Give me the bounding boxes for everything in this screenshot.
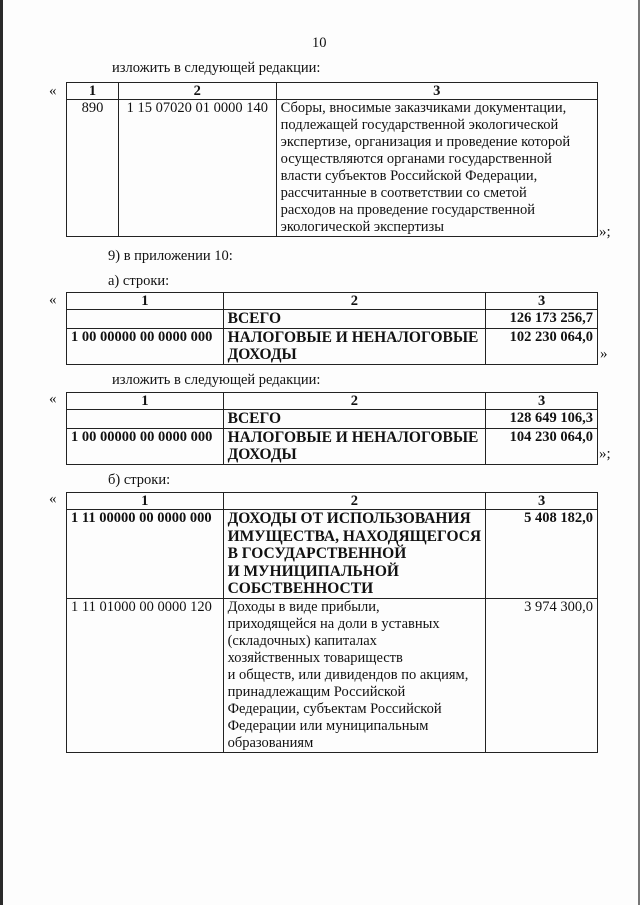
admin-code-cell: 890 bbox=[67, 100, 119, 237]
table-row bbox=[67, 510, 598, 599]
name-cell bbox=[223, 410, 486, 429]
name-line: ДОХОДЫ bbox=[227, 346, 297, 363]
item-b: б) строки: bbox=[108, 472, 171, 488]
table-3 bbox=[66, 392, 598, 465]
name-line: рассчитанные в соответствии со сметой bbox=[280, 185, 527, 201]
intro-text-1: изложить в следующей редакции: bbox=[112, 60, 321, 76]
name-cell bbox=[223, 310, 486, 329]
header-col-3: 3 bbox=[276, 83, 597, 100]
code-cell: 1 00 00000 00 0000 000 bbox=[67, 328, 224, 364]
header-col-2: 2 bbox=[118, 83, 276, 100]
code-cell bbox=[67, 410, 224, 429]
item-9: 9) в приложении 10: bbox=[108, 248, 233, 264]
name-line: приходящейся на доли в уставных bbox=[227, 615, 440, 632]
amount-cell: 126 173 256,7 bbox=[486, 310, 598, 329]
header-col-3: 3 bbox=[486, 393, 598, 410]
name-line: осуществляются органами государственной bbox=[280, 151, 552, 167]
table-4 bbox=[66, 492, 598, 753]
kbk-code-cell: 1 15 07020 01 0000 140 bbox=[118, 100, 276, 237]
amount-cell: 5 408 182,0 bbox=[486, 510, 598, 599]
name-line: И МУНИЦИПАЛЬНОЙ bbox=[227, 562, 399, 580]
item-a: а) строки: bbox=[108, 273, 170, 289]
header-col-1: 1 bbox=[67, 293, 224, 310]
name-line: ИМУЩЕСТВА, НАХОДЯЩЕГОСЯ bbox=[227, 527, 482, 545]
header-col-1: 1 bbox=[67, 393, 224, 410]
amount-cell: 128 649 106,3 bbox=[486, 410, 598, 429]
header-col-2: 2 bbox=[223, 293, 486, 310]
table-header-row bbox=[67, 493, 598, 510]
name-line: образованиям bbox=[227, 734, 314, 751]
open-quote-4: « bbox=[49, 491, 57, 507]
name-line: НАЛОГОВЫЕ И НЕНАЛОГОВЫЕ bbox=[227, 328, 479, 346]
name-line: СОБСТВЕННОСТИ bbox=[227, 580, 374, 597]
amount-cell: 3 974 300,0 bbox=[486, 598, 598, 752]
name-line: Сборы, вносимые заказчиками документации, bbox=[280, 100, 567, 116]
table-header-row bbox=[67, 293, 598, 310]
name-line: ВСЕГО bbox=[227, 410, 282, 427]
intro-text-2: изложить в следующей редакции: bbox=[112, 372, 321, 388]
table-row bbox=[67, 100, 598, 237]
name-line: ДОХОДЫ bbox=[227, 446, 297, 463]
close-quote-2: » bbox=[600, 346, 608, 362]
name-line: В ГОСУДАРСТВЕННОЙ bbox=[227, 545, 407, 562]
open-quote-1: « bbox=[49, 83, 57, 99]
name-cell bbox=[223, 598, 486, 752]
table-header-row bbox=[67, 393, 598, 410]
table-header-row bbox=[67, 83, 598, 100]
name-line: и обществ, или дивидендов по акциям, bbox=[227, 666, 469, 683]
header-col-2: 2 bbox=[223, 493, 486, 510]
code-cell: 1 11 00000 00 0000 000 bbox=[67, 510, 224, 599]
name-line: Федерации или муниципальным bbox=[227, 717, 429, 734]
name-line: хозяйственных товариществ bbox=[227, 649, 403, 666]
amount-cell: 102 230 064,0 bbox=[486, 328, 598, 364]
table-row bbox=[67, 410, 598, 429]
open-quote-3: « bbox=[49, 391, 57, 407]
name-line: расходов на проведение государственной bbox=[280, 202, 535, 218]
close-quote-3: »; bbox=[599, 446, 611, 462]
name-line: власти субъектов Российской Федерации, bbox=[280, 168, 538, 184]
name-line: Федерации, субъектам Российской bbox=[227, 700, 442, 717]
table-row bbox=[67, 428, 598, 464]
name-line: НАЛОГОВЫЕ И НЕНАЛОГОВЫЕ bbox=[227, 428, 479, 446]
name-cell bbox=[276, 100, 597, 237]
table-row bbox=[67, 328, 598, 364]
header-col-1: 1 bbox=[67, 493, 224, 510]
table-row bbox=[67, 310, 598, 329]
code-cell: 1 11 01000 00 0000 120 bbox=[67, 598, 224, 752]
amount-cell: 104 230 064,0 bbox=[486, 428, 598, 464]
name-line: подлежащей государственной экологической bbox=[280, 117, 559, 133]
name-line: ВСЕГО bbox=[227, 310, 282, 327]
name-line: (складочных) капиталах bbox=[227, 632, 377, 649]
page-number: 10 bbox=[312, 35, 327, 51]
open-quote-2: « bbox=[49, 292, 57, 308]
code-cell bbox=[67, 310, 224, 329]
name-line: Доходы в виде прибыли, bbox=[227, 598, 380, 615]
header-col-3: 3 bbox=[486, 293, 598, 310]
table-2 bbox=[66, 292, 598, 365]
page-left-edge bbox=[0, 0, 3, 905]
name-line: экспертизе, организация и проведение которой bbox=[280, 134, 571, 150]
header-col-3: 3 bbox=[486, 493, 598, 510]
header-col-2: 2 bbox=[223, 393, 486, 410]
name-line: принадлежащим Российской bbox=[227, 683, 406, 700]
name-line: ДОХОДЫ ОТ ИСПОЛЬЗОВАНИЯ bbox=[227, 510, 471, 527]
table-1 bbox=[66, 82, 598, 237]
table-row bbox=[67, 598, 598, 752]
name-cell bbox=[223, 510, 486, 599]
header-col-1: 1 bbox=[67, 83, 119, 100]
code-cell: 1 00 00000 00 0000 000 bbox=[67, 428, 224, 464]
name-cell bbox=[223, 428, 486, 464]
close-quote-1: »; bbox=[599, 224, 611, 240]
name-cell bbox=[223, 328, 486, 364]
name-line: экологической экспертизы bbox=[280, 219, 445, 235]
